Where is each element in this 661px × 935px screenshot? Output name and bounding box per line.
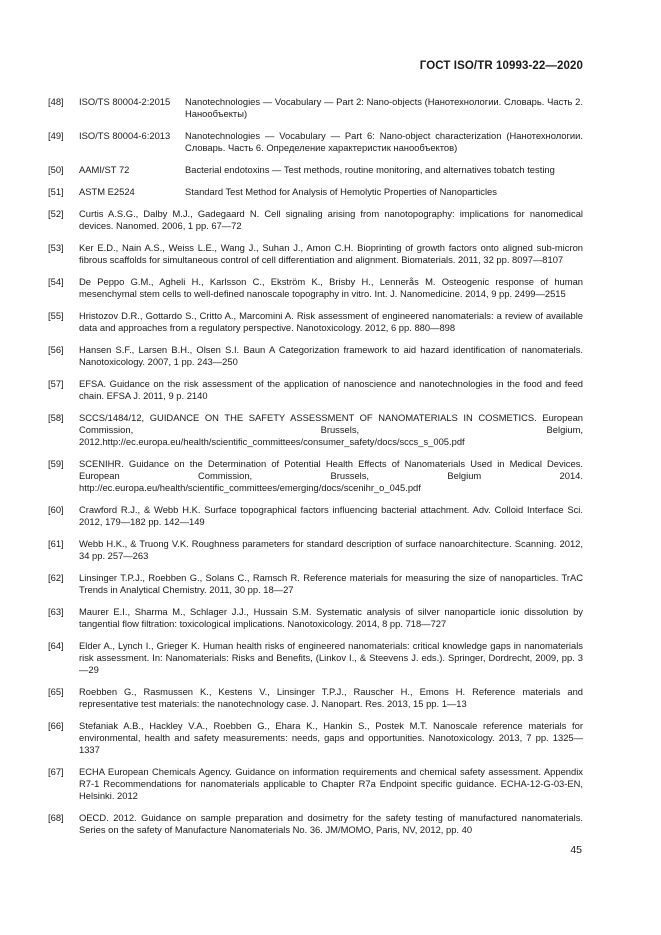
ref-number: [68] — [48, 812, 64, 823]
ref-text: De Peppo G.M., Agheli H., Karlsson C., Ekström K., Brisby H., Lennerås M. Osteogenic response of human mesenchymal stem cells to well-defined nanoscale topography in vitro. Int. J. Nanomedicine. 2014, 9 pp. 2499—2515 — [79, 276, 583, 299]
ref-number: [56] — [48, 344, 64, 355]
reference-entry — [48, 276, 583, 300]
reference-entry — [48, 310, 583, 334]
ref-number: [60] — [48, 504, 64, 515]
ref-text: Hristozov D.R., Gottardo S., Critto A., Marcomini A. Risk assessment of engineered nanomaterials: a review of available data and approaches from a regulatory perspective. Nanotoxicology. 2012, 6 pp. 880—898 — [79, 310, 583, 333]
standard-entry — [48, 130, 583, 154]
ref-text: SCENIHR. Guidance on the Determination of Potential Health Effects of Nanomaterials Used in Medical Devices. European Commission, Brussels, Belgium 2014. http://ec.europa.eu/health/scientific_committees/emerging/docs/scenihr_o_045.pdf — [79, 458, 583, 493]
ref-number: [67] — [48, 766, 64, 777]
document-id-header: ГОСТ ISO/TR 10993-22—2020 — [419, 60, 583, 72]
reference-entry — [48, 344, 583, 368]
ref-text: Linsinger T.P.J., Roebben G., Solans C., Ramsch R. Reference materials for measuring the size of nanoparticles. TrAC Trends in Analytical Chemistry. 2011, 30 pp. 18—27 — [79, 572, 583, 595]
standard-title: Nanotechnologies — Vocabulary — Part 6: Nano-object characterization (Нанотехнологии. Словарь. Часть 6. Определение характеристик нанообъектов) — [185, 130, 583, 153]
ref-number: [64] — [48, 640, 64, 651]
ref-text: EFSA. Guidance on the risk assessment of the application of nanoscience and nanotechnologies in the food and feed chain. EFSA J. 2011, 9 p. 2140 — [79, 378, 583, 401]
ref-number: [65] — [48, 686, 64, 697]
reference-entry — [48, 538, 583, 562]
ref-text: Webb H.K., & Truong V.K. Roughness parameters for standard description of surface nanoarchitecture. Scanning. 2012, 34 pp. 257—263 — [79, 538, 583, 561]
ref-number: [51] — [48, 186, 64, 197]
standard-title: Standard Test Method for Analysis of Hemolytic Properties of Nanoparticles — [185, 186, 497, 197]
ref-number: [50] — [48, 164, 64, 175]
standard-code: ISO/TS 80004-6:2013 — [79, 130, 171, 141]
reference-entry — [48, 208, 583, 232]
reference-entry — [48, 720, 583, 756]
ref-text: Stefaniak A.B., Hackley V.A., Roebben G., Ehara K., Hankin S., Postek M.T. Nanoscale reference materials for environmental, health and safety measurements: needs, gaps and opportunities. Nanotoxicology. 2013, 7 pp. 1325—1337 — [79, 720, 583, 755]
reference-entry — [48, 640, 583, 676]
ref-number: [55] — [48, 310, 64, 321]
ref-text: OECD. 2012. Guidance on sample preparation and dosimetry for the safety testing of manufactured nanomaterials. Series on the safety of Manufacture Nanomaterials No. 36. JM/MOMO, Paris, NV, 2012, pp. 40 — [79, 812, 583, 835]
ref-text: SCCS/1484/12, GUIDANCE ON THE SAFETY ASSESSMENT OF NANOMATERIALS IN COSMETICS. European Commission, Brussels, Belgium, 2012.http://ec.europa.eu/health/scientific_committees/consumer_safety/docs/sccs_s_005.pdf — [79, 412, 583, 447]
reference-entry — [48, 504, 583, 528]
reference-entry — [48, 458, 583, 494]
page-number: 45 — [570, 844, 582, 856]
ref-number: [53] — [48, 242, 64, 253]
reference-entry — [48, 572, 583, 596]
reference-entry — [48, 766, 583, 802]
ref-text: Roebben G., Rasmussen K., Kestens V., Linsinger T.P.J., Rauscher H., Emons H. Reference materials and representative test materials: the nanotechnology case. J. Nanopart. Res. 2013, 15 pp. 1—13 — [79, 686, 583, 709]
standard-code: AAMI/ST 72 — [79, 164, 130, 175]
standard-title: Bacterial endotoxins — Test methods, routine monitoring, and alternatives tobatch testing — [185, 164, 555, 175]
reference-entry — [48, 412, 583, 448]
ref-text: Maurer E.I., Sharma M., Schlager J.J., Hussain S.M. Systematic analysis of silver nanoparticle ionic dissolution by tangential flow filtration: toxicological implications. Nanotoxicology. 2014, 8 pp. 718—727 — [79, 606, 583, 629]
ref-number: [57] — [48, 378, 64, 389]
ref-number: [61] — [48, 538, 64, 549]
ref-number: [49] — [48, 130, 64, 141]
reference-entry — [48, 242, 583, 266]
standard-code: ASTM E2524 — [79, 186, 135, 197]
ref-number: [63] — [48, 606, 64, 617]
standard-entry — [48, 96, 583, 120]
standard-entry — [48, 186, 583, 198]
reference-entry — [48, 378, 583, 402]
ref-number: [54] — [48, 276, 64, 287]
ref-text: Crawford R.J., & Webb H.K. Surface topographical factors influencing bacterial attachment. Adv. Colloid Interface Sci. 2012, 179—182 pp. 142—149 — [79, 504, 583, 527]
reference-entry — [48, 606, 583, 630]
ref-number: [58] — [48, 412, 64, 423]
ref-text: Ker E.D., Nain A.S., Weiss L.E., Wang J., Suhan J., Amon C.H. Bioprinting of growth factors onto aligned sub-micron fibrous scaffolds for simultaneous control of cell differentiation and alignment. Biomaterials. 2011, 32 pp. 8097—8107 — [79, 242, 583, 265]
reference-entry — [48, 686, 583, 710]
ref-number: [48] — [48, 96, 64, 107]
reference-entry — [48, 812, 583, 836]
ref-number: [59] — [48, 458, 64, 469]
standard-code: ISO/TS 80004-2:2015 — [79, 96, 171, 107]
bibliography-list — [48, 96, 583, 846]
ref-number: [66] — [48, 720, 64, 731]
ref-text: Hansen S.F., Larsen B.H., Olsen S.I. Baun A Categorization framework to aid hazard identification of nanomaterials. Nanotoxicology. 2007, 1 pp. 243—250 — [79, 344, 583, 367]
standard-entry — [48, 164, 583, 176]
ref-number: [52] — [48, 208, 64, 219]
ref-text: Curtis A.S.G., Dalby M.J., Gadegaard N. Cell signaling arising from nanotopography: implications for nanomedical devices. Nanomed. 2006, 1 pp. 67—72 — [79, 208, 583, 231]
ref-text: ECHA European Chemicals Agency. Guidance on information requirements and chemical safety assessment. Appendix R7-1 Recommendations for nanomaterials applicable to Chapter R7a Endpoint specific guidance. ECHA-12-G-03-EN, Helsinki. 2012 — [79, 766, 583, 801]
ref-text: Elder A., Lynch I., Grieger K. Human health risks of engineered nanomaterials: critical knowledge gaps in nanomaterials risk assessment. In: Nanomaterials: Risks and Benefits, (Linkov I., & Steevens J. eds.). Springer, Dordrecht, 2009, pp. 3—29 — [79, 640, 583, 675]
standard-title: Nanotechnologies — Vocabulary — Part 2: Nano-objects (Нанотехнологии. Словарь. Часть 2. Нанообъекты) — [185, 96, 583, 119]
ref-number: [62] — [48, 572, 64, 583]
